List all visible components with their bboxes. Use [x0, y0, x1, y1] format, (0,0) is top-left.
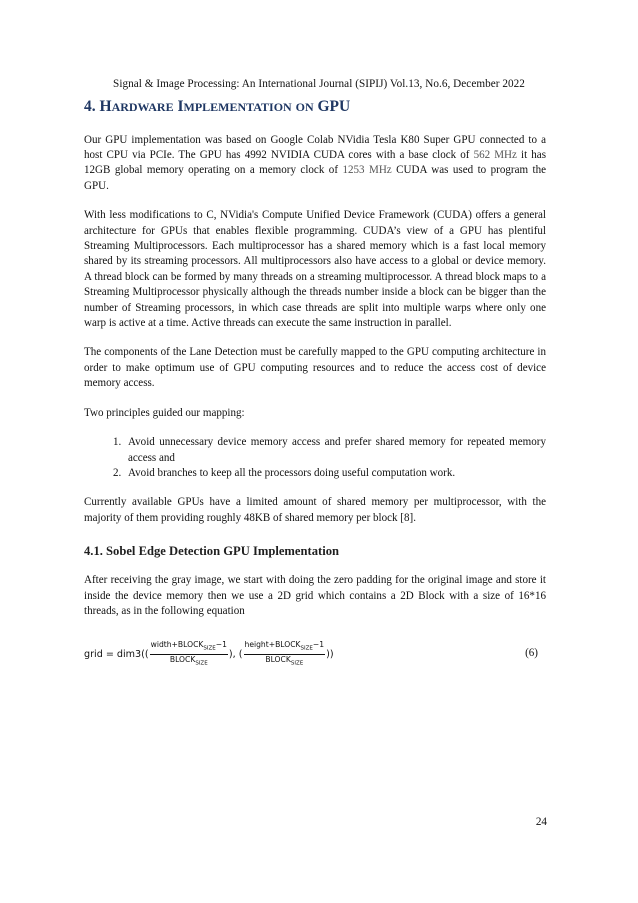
memory-clock-value: 1253 MHz — [342, 164, 392, 177]
paragraph-sobel: After receiving the gray image, we start with doing the zero padding for the original image and store it inside the device memory then we use a 2D grid which contains a 2D Block with a size of 16*16 threads, as in the following equation — [84, 574, 546, 617]
numerator-tail: −1 — [312, 640, 325, 650]
paragraph-lane-detection-mapping: The components of the Lane Detection must be carefully mapped to the GPU computing architecture in order to make optimum use of GPU computing resources and to reduce the access cost of device memory access. — [84, 346, 546, 390]
section-title-mplementation: MPLEMENTATION — [183, 100, 292, 114]
paragraph-shared-memory: Currently available GPUs have a limited amount of shared memory per multiprocessor, with the majority of them providing roughly 48KB of shared memory per block [8]. — [84, 496, 546, 524]
denominator-subscript: SIZE — [290, 660, 304, 667]
running-header: Signal & Image Processing: An International Journal (SIPIJ) Vol.13, No.6, December 2022 — [113, 78, 525, 90]
section-title-i: I — [177, 98, 184, 115]
paragraph-gpu-implementation — [84, 133, 546, 195]
numerator-text: width+BLOCK — [150, 640, 204, 650]
fraction-numerator — [150, 640, 228, 655]
paragraph-text: it has 12GB global memory operating on a memory clock of — [84, 149, 547, 177]
denominator-text: BLOCK — [169, 654, 196, 664]
section-number: 4. — [84, 98, 96, 115]
list-item: 1. Avoid unnecessary device memory access and prefer shared memory for repeated memory access and — [124, 435, 546, 466]
base-clock-value: 562 MHz — [473, 149, 517, 161]
numerator-text: height+BLOCK — [244, 640, 301, 650]
equation-rhs: )) — [326, 648, 334, 660]
section-title-ardware: ARDWARE — [111, 100, 174, 114]
section-title-on: ON — [295, 100, 314, 114]
numerator-subscript: SIZE — [203, 645, 216, 652]
principles-list — [84, 435, 546, 481]
page-content — [84, 98, 546, 671]
fraction-numerator — [244, 640, 326, 655]
fraction-denominator — [265, 655, 303, 669]
equation-lhs: grid = dim3(( — [84, 648, 149, 660]
page-number: 24 — [535, 816, 547, 828]
fraction-width — [150, 640, 228, 668]
fraction-height — [244, 640, 326, 668]
subsection-heading: 4.1. Sobel Edge Detection GPU Implementation — [84, 544, 340, 559]
equation-expression — [84, 639, 334, 669]
section-heading — [84, 98, 546, 117]
equation-number: (6) — [525, 647, 538, 660]
paragraph-principles-intro: Two principles guided our mapping: — [84, 406, 245, 419]
numerator-subscript: SIZE — [300, 645, 313, 652]
paragraph-cuda-architecture: With less modifications to C, NVidia's Compute Unified Device Framework (CUDA) offers a general architecture for GPUs that enables flexible programming. CUDA’s view of a GPU has plentiful Streaming Multiprocessors. Each multiprocessor has a shared memory which is a fast local memory shared by its streaming processors. All multiprocessors also have access to a global or device memory. A thread block can be formed by many threads on a streaming multiprocessor. A thread block maps to a Streaming Multiprocessor physically although the threads number inside a block can be bigger than the number of Streaming processors, in which case threads are split into multiple warps where only one warp is active at a time. Active threads can execute the same instruction in parallel. — [84, 209, 546, 330]
paragraph-text: CUDA was used to program the GPU. — [84, 164, 547, 192]
numerator-tail: −1 — [215, 640, 227, 650]
paragraph-text: Our GPU implementation was based on Google Colab NVidia Tesla K80 Super GPU connected to a host CPU via PCIe. The GPU has 4992 NVIDIA CUDA cores with a base clock of — [84, 133, 546, 161]
denominator-text: BLOCK — [265, 654, 291, 664]
equation-grid — [84, 639, 546, 671]
fraction-denominator — [170, 655, 208, 669]
section-title-h: H — [99, 98, 112, 115]
denominator-subscript: SIZE — [195, 660, 208, 667]
equation-separator: ), ( — [228, 648, 243, 660]
section-title-gpu: GPU — [317, 98, 351, 115]
list-item: 2. Avoid branches to keep all the processors doing useful computation work. — [124, 466, 546, 481]
